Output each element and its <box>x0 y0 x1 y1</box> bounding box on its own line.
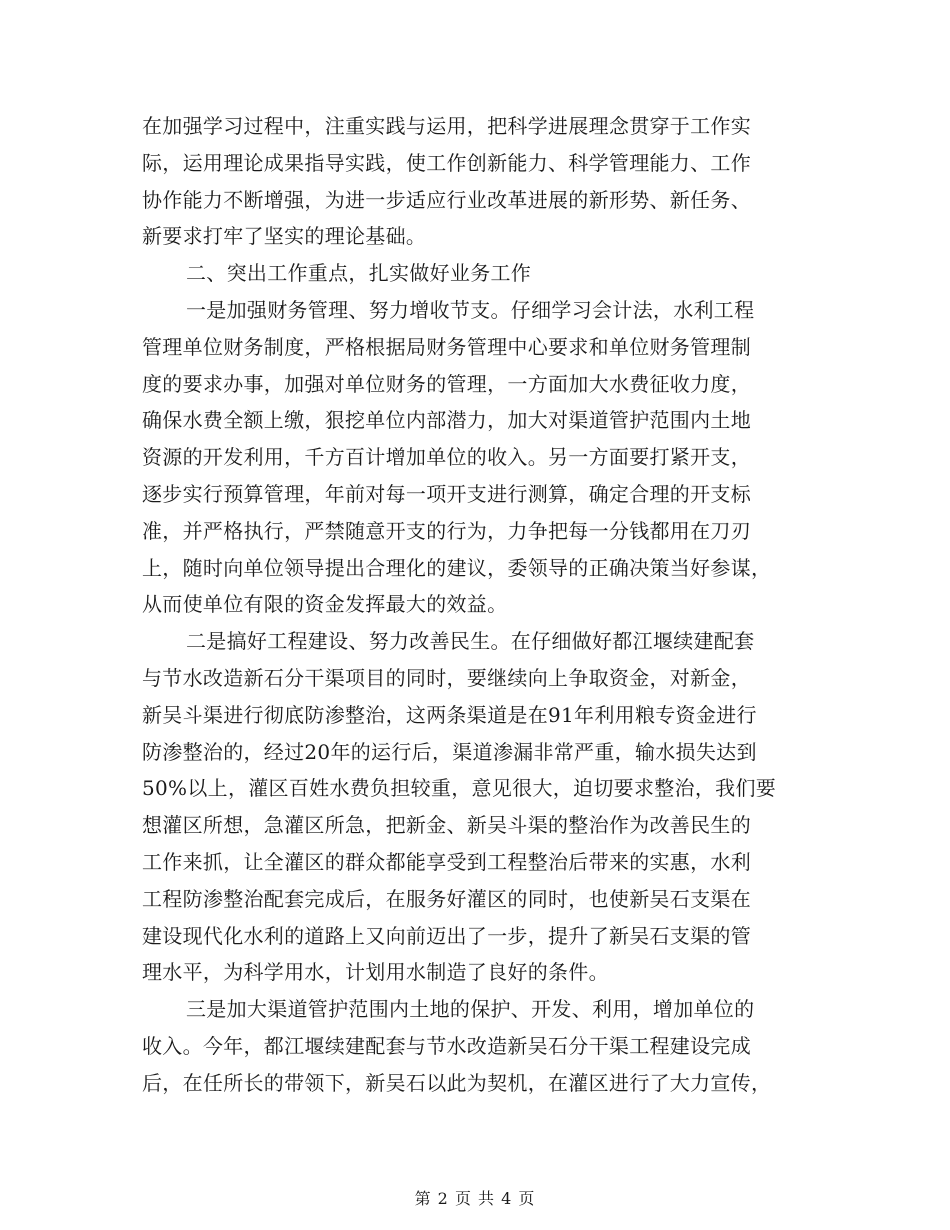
text-line: 建设现代化水利的道路上又向前迈出了一步，提升了新吴石支渠的管 <box>142 923 751 948</box>
text-line: 在加强学习过程中，注重实践与运用，把科学进展理念贯穿于工作实 <box>142 114 751 138</box>
text-line: 际，运用理论成果指导实践，使工作创新能力、科学管理能力、工作 <box>142 150 751 175</box>
text-line: 工程防渗整治配套完成后，在服务好灌区的同时，也使新吴石支渠在 <box>142 886 751 911</box>
paragraph <box>142 292 810 623</box>
paragraph <box>142 623 810 991</box>
paragraph <box>142 255 810 292</box>
text-line: 50%以上，灌区百姓水费负担较重，意见很大，迫切要求整治，我们要 <box>142 776 777 801</box>
text-line: 逐步实行预算管理，年前对每一项开支进行测算，确定合理的开支标 <box>142 481 751 506</box>
text-line: 协作能力不断增强，为进一步适应行业改革进展的新形势、新任务、 <box>142 187 751 212</box>
text-line: 工作来抓，让全灌区的群众都能享受到工程整治后带来的实惠，水利 <box>142 849 751 874</box>
text-line: 理水平，为科学用水，计划用水制造了良好的条件。 <box>142 960 609 985</box>
paragraph <box>142 108 810 255</box>
text-line: 三是加大渠道管护范围内土地的保护、开发、利用，增加单位的 <box>186 997 755 1022</box>
text-line: 上，随时向单位领导提出合理化的建议，委领导的正确决策当好参谋， <box>142 555 772 580</box>
text-line: 二、突出工作重点，扎实做好业务工作 <box>186 261 532 286</box>
text-line: 准，并严格执行，严禁随意开支的行为，力争把每一分钱都用在刀刃 <box>142 518 751 543</box>
text-line: 资源的开发利用，千方百计增加单位的收入。另一方面要打紧开支， <box>142 445 751 470</box>
text-line: 一是加强财务管理、努力增收节支。仔细学习会计法，水利工程 <box>186 297 755 322</box>
text-line: 收入。今年，都江堰续建配套与节水改造新吴石分干渠工程建设完成 <box>142 1033 751 1058</box>
text-line: 度的要求办事，加强对单位财务的管理，一方面加大水费征收力度， <box>142 371 751 396</box>
text-line: 二是搞好工程建设、努力改善民生。在仔细做好都江堰续建配套 <box>186 629 755 654</box>
text-line: 后，在任所长的带领下，新吴石以此为契机，在灌区进行了大力宣传， <box>142 1070 772 1095</box>
text-line: 防渗整治的，经过20年的运行后，渠道渗漏非常严重，输水损失达到 <box>142 739 757 764</box>
paragraph <box>142 991 810 1101</box>
text-line: 新吴斗渠进行彻底防渗整治，这两条渠道是在91年利用粮专资金进行 <box>142 702 757 727</box>
document-body <box>142 108 810 1102</box>
text-line: 确保水费全额上缴，狠挖单位内部潜力，加大对渠道管护范围内土地 <box>142 408 751 433</box>
page-footer: 第 2 页 共 4 页 <box>414 1189 536 1208</box>
text-line: 新要求打牢了坚实的理论基础。 <box>142 224 427 249</box>
text-line: 与节水改造新石分干渠项目的同时，要继续向上争取资金，对新金， <box>142 665 751 690</box>
text-line: 从而使单位有限的资金发挥最大的效益。 <box>142 592 508 617</box>
text-line: 管理单位财务制度，严格根据局财务管理中心要求和单位财务管理制 <box>142 334 751 359</box>
text-line: 想灌区所想，急灌区所急，把新金、新吴斗渠的整治作为改善民生的 <box>142 813 751 838</box>
